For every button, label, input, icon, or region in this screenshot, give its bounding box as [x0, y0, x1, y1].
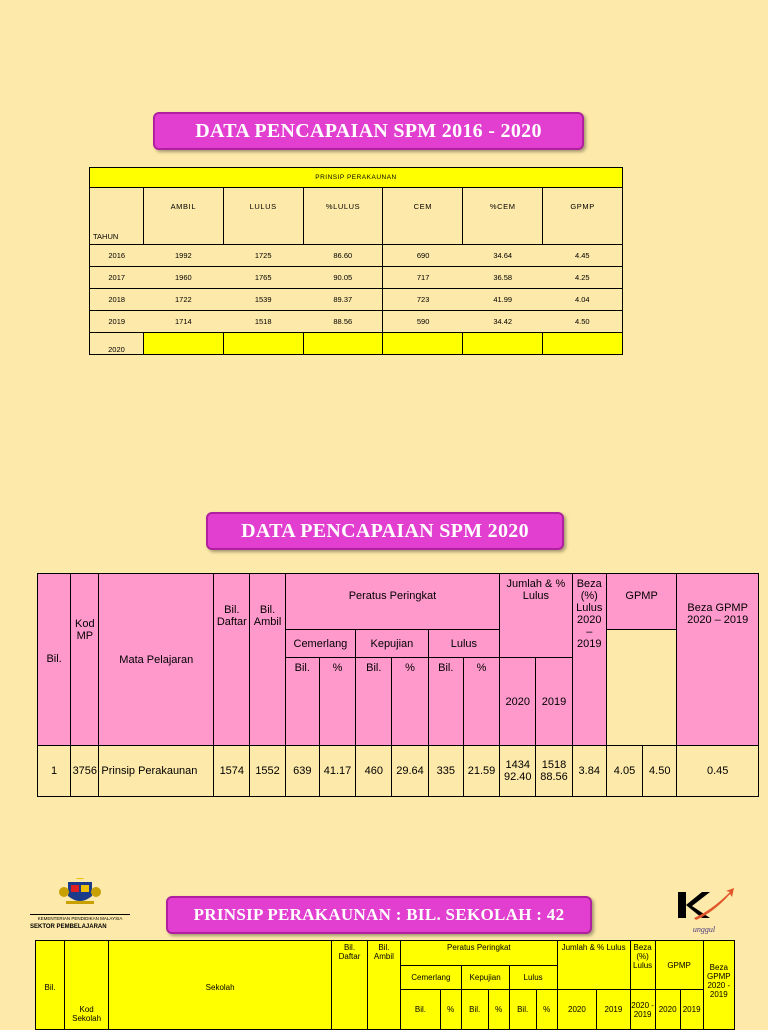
header-peratus-peringkat: Peratus Peringkat [401, 941, 557, 966]
value-cell [223, 333, 303, 355]
header-ambil: AMBIL [143, 188, 223, 245]
cell-mata: Prinsip Perakaunan [99, 746, 214, 797]
cell-lul-pct: 21.59 [463, 746, 499, 797]
value-cell: 1960 [143, 267, 223, 289]
value-cell: 1765 [223, 267, 303, 289]
value-cell: 34.42 [463, 311, 543, 333]
jumlah-2019-count: 1518 [541, 759, 567, 771]
table-row [90, 311, 623, 333]
value-cell [383, 333, 463, 355]
header-kepujian: Kepujian [461, 966, 509, 990]
cell-ambil: 1552 [250, 746, 285, 797]
header-lul-bil: Bil. [509, 990, 536, 1030]
cell-beza-gpmp: 0.45 [677, 746, 759, 797]
logo-script-text: unggul [692, 925, 716, 934]
value-cell: 1518 [223, 311, 303, 333]
header-gpmp: GPMP [606, 574, 676, 630]
banner-title-2016-2020: DATA PENCAPAIAN SPM 2016 - 2020 [153, 112, 584, 150]
year-cell: 2018 [90, 289, 144, 311]
year-cell: 2016 [90, 245, 144, 267]
value-cell: 717 [383, 267, 463, 289]
year-cell: 2019 [90, 311, 144, 333]
value-cell [463, 333, 543, 355]
table-row [38, 746, 759, 797]
header-bil-daftar: Bil. Daftar [214, 574, 250, 746]
header-jumlah-2019: 2019 [597, 990, 630, 1030]
value-cell: 86.60 [303, 245, 383, 267]
banner-bil-sekolah: PRINSIP PERAKAUNAN : BIL. SEKOLAH : 42 [166, 896, 592, 934]
table-row [90, 333, 623, 355]
value-cell: 4.50 [543, 311, 623, 333]
table-row [90, 245, 623, 267]
header-kep-pct: % [488, 990, 509, 1030]
header-jumlah-2019: 2019 [536, 658, 572, 746]
value-cell: 1714 [143, 311, 223, 333]
header-mata-pelajaran: Mata Pelajaran [99, 574, 214, 746]
value-cell [303, 333, 383, 355]
value-cell: 90.05 [303, 267, 383, 289]
logo-unit-text: SEKTOR PEMBELAJARAN [30, 924, 107, 930]
cell-gpmp-2020: 4.05 [606, 746, 642, 797]
header-pct-lulus: %LULUS [303, 188, 383, 245]
unggul-logo [672, 888, 736, 932]
cell-gpmp-2019: 4.50 [643, 746, 677, 797]
cell-lul-bil: 335 [428, 746, 463, 797]
value-cell: 89.37 [303, 289, 383, 311]
cell-kep-pct: 29.64 [392, 746, 428, 797]
banner-title-2020: DATA PENCAPAIAN SPM 2020 [206, 512, 564, 550]
header-cem-bil: Bil. [401, 990, 441, 1030]
header-beza-range: 2020 - 2019 [630, 990, 655, 1030]
header-lul-pct: % [536, 990, 557, 1030]
cell-jumlah-2020 [500, 746, 536, 797]
cell-kep-bil: 460 [356, 746, 392, 797]
value-cell: 88.56 [303, 311, 383, 333]
header-lul-bil: Bil. [428, 658, 463, 746]
header-cem-bil: Bil. [285, 658, 319, 746]
value-cell: 41.99 [463, 289, 543, 311]
value-cell: 4.04 [543, 289, 623, 311]
year-cell: 2020 [90, 333, 144, 355]
header-beza-gpmp: Beza GPMP 2020 - 2019 [703, 941, 734, 1030]
header-kod-mp: Kod MP [71, 574, 99, 746]
table-spm-2016-2020 [89, 167, 623, 355]
header-lulus: Lulus [509, 966, 557, 990]
header-kep-bil: Bil. [356, 658, 392, 746]
value-cell: 34.64 [463, 245, 543, 267]
jumlah-2019-pct: 88.56 [540, 771, 568, 783]
kpm-logo [30, 878, 130, 928]
header-jumlah-2020: 2020 [500, 658, 536, 746]
header-jumlah-2020: 2020 [557, 990, 597, 1030]
header-cem-pct: % [319, 658, 355, 746]
value-cell: 723 [383, 289, 463, 311]
header-bil-daftar: Bil. Daftar [332, 941, 367, 1030]
header-bil: Bil. [36, 941, 65, 1030]
value-cell: 590 [383, 311, 463, 333]
header-kod-sekolah: Kod Sekolah [65, 941, 109, 1030]
value-cell: 1725 [223, 245, 303, 267]
table-row [90, 267, 623, 289]
header-gpmp-2019: 2019 [680, 990, 703, 1030]
value-cell: 4.45 [543, 245, 623, 267]
header-kep-bil: Bil. [461, 990, 488, 1030]
cell-daftar: 1574 [214, 746, 250, 797]
header-bil-ambil: Bil. Ambil [367, 941, 400, 1030]
header-sekolah: Sekolah [109, 941, 332, 1030]
header-lul-pct: % [463, 658, 499, 746]
value-cell: 690 [383, 245, 463, 267]
header-cemerlang: Cemerlang [285, 630, 355, 658]
value-cell: 4.25 [543, 267, 623, 289]
crest-icon [30, 878, 130, 908]
cell-bil: 1 [38, 746, 71, 797]
header-beza-lulus: Beza (%) Lulus 2020 – 2019 [572, 574, 606, 746]
header-pct-cem: %CEM [463, 188, 543, 245]
value-cell: 1722 [143, 289, 223, 311]
table-title: PRINSIP PERAKAUNAN [90, 168, 623, 188]
header-lulus: Lulus [428, 630, 499, 658]
logo-org-text: KEMENTERIAN PENDIDIKAN MALAYSIA [30, 914, 130, 921]
value-cell: 36.58 [463, 267, 543, 289]
header-peratus-peringkat: Peratus Peringkat [285, 574, 499, 630]
header-beza-lulus: Beza (%) Lulus [630, 941, 655, 990]
header-lulus: LULUS [223, 188, 303, 245]
value-cell [543, 333, 623, 355]
header-bil-ambil: Bil. Ambil [250, 574, 285, 746]
header-gpmp-2020: 2020 [655, 990, 680, 1030]
header-kepujian: Kepujian [356, 630, 429, 658]
gpmp-gap-cell [606, 630, 676, 746]
header-cem-pct: % [440, 990, 461, 1030]
cell-jumlah-2019 [536, 746, 572, 797]
header-gpmp: GPMP [655, 941, 703, 990]
header-cemerlang: Cemerlang [401, 966, 462, 990]
cell-kod: 3756 [71, 746, 99, 797]
jumlah-2020-pct: 92.40 [504, 771, 532, 783]
table-spm-2020 [37, 573, 759, 797]
header-kep-pct: % [392, 658, 428, 746]
header-beza-gpmp: Beza GPMP 2020 – 2019 [677, 574, 759, 746]
value-cell [143, 333, 223, 355]
header-tahun: TAHUN [90, 188, 144, 245]
k-logo-icon [672, 888, 736, 922]
cell-cem-pct: 41.17 [319, 746, 355, 797]
header-gpmp: GPMP [543, 188, 623, 245]
header-bil: Bil. [38, 574, 71, 746]
table-sekolah [35, 940, 735, 1030]
cell-beza: 3.84 [572, 746, 606, 797]
cell-cem-bil: 639 [285, 746, 319, 797]
header-jumlah-lulus: Jumlah & % Lulus [500, 574, 573, 658]
header-cem: CEM [383, 188, 463, 245]
header-jumlah-lulus: Jumlah & % Lulus [557, 941, 630, 990]
value-cell: 1992 [143, 245, 223, 267]
jumlah-2020-count: 1434 [505, 759, 530, 771]
value-cell: 1539 [223, 289, 303, 311]
table-row [90, 289, 623, 311]
year-cell: 2017 [90, 267, 144, 289]
